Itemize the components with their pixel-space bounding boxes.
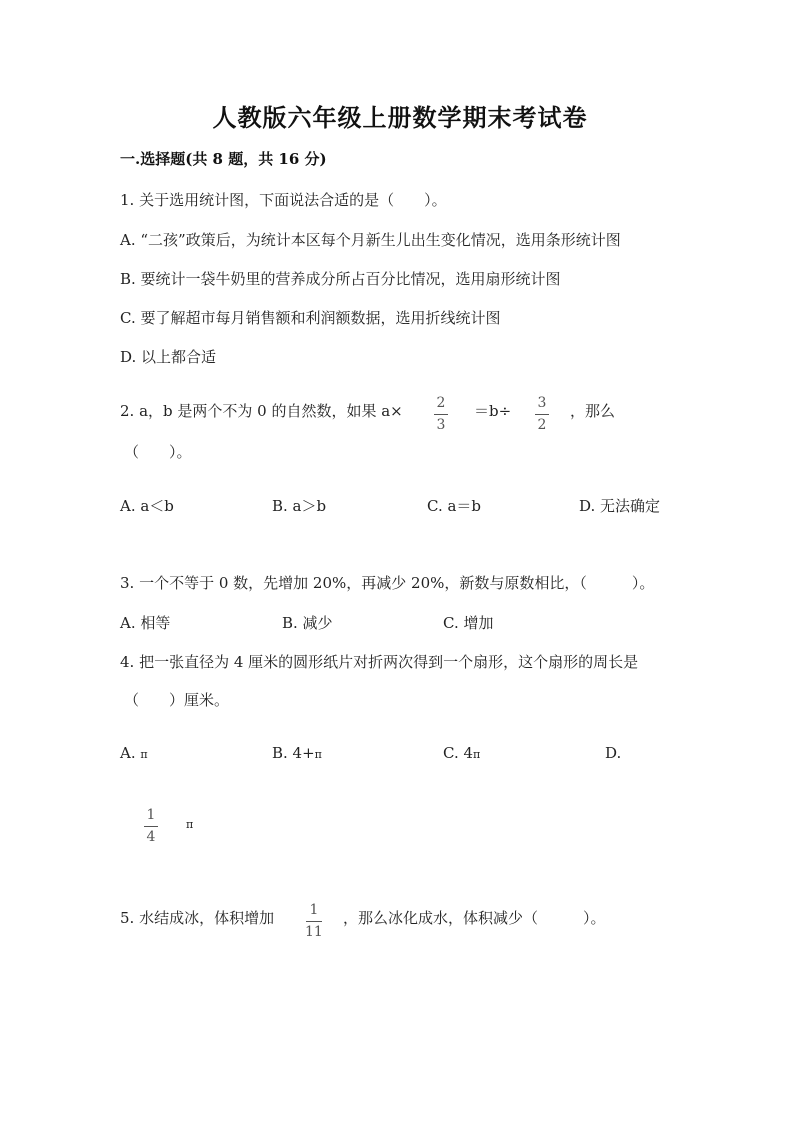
fraction-denominator: 4 [146,829,156,845]
question-2-option-d: D. 无法确定 [579,497,661,515]
pi-symbol: π [473,748,481,761]
question-2-stem-part1: 2. a，b 是两个不为 0 的自然数，如果 a× [120,402,403,420]
section-heading: 一.选择题(共 8 题，共 16 分) [120,150,327,168]
question-4-option-d-label: D. [605,744,622,762]
question-5-fraction [305,903,323,939]
question-2-answer-blank: （ ）。 [124,443,192,461]
question-5-stem-part1: 5. 水结成冰，体积增加 [120,909,275,927]
fraction-bar [144,826,158,827]
fraction-bar [535,414,549,415]
question-1-option-c: C. 要了解超市每月销售额和利润额数据，选用折线统计图 [120,309,501,327]
option-label: C. 4 [443,744,474,762]
question-1-option-b: B. 要统计一袋牛奶里的营养成分所占百分比情况，选用扇形统计图 [120,270,561,288]
question-2-option-a: A. a＜b [120,497,174,515]
question-2-stem-part3: ，那么 [570,402,616,420]
pi-symbol: π [314,748,322,761]
fraction-numerator: 1 [146,807,156,823]
option-label: B. 4+ [272,744,315,762]
fraction-denominator: 2 [537,417,547,433]
fraction-denominator: 3 [436,417,446,433]
question-2-option-c: C. a＝b [427,497,482,515]
question-1-stem: 1. 关于选用统计图，下面说法合适的是（ ）。 [120,191,447,209]
question-2-option-b: B. a＞b [272,497,327,515]
fraction-numerator: 1 [309,902,319,918]
fraction-bar [306,921,322,922]
fraction-denominator: 11 [305,924,323,940]
question-3-option-c: C. 增加 [443,614,494,632]
question-4-option-b [272,744,322,762]
question-4-stem-line2: （ ）厘米。 [124,691,230,709]
question-4-stem-line1: 4. 把一张直径为 4 厘米的圆形纸片对折两次得到一个扇形，这个扇形的周长是 [120,653,639,671]
question-4-option-a [120,744,148,762]
fraction-numerator: 2 [436,395,446,411]
question-3-stem: 3. 一个不等于 0 数，先增加 20%，再减少 20%，新数与原数相比，（ ）。 [120,574,655,592]
fraction-bar [434,414,448,415]
question-4-option-d-pi: π [186,818,194,831]
question-2-fraction-2 [535,396,549,432]
question-3-option-a: A. 相等 [120,614,171,632]
question-5-stem-part2: ，那么冰化成水，体积减少（ ）。 [343,909,606,927]
option-label: A. [120,744,136,762]
question-4-option-d-fraction [144,808,158,844]
fraction-numerator: 3 [537,395,547,411]
question-4-option-c [443,744,480,762]
pi-symbol: π [140,748,148,761]
page-title: 人教版六年级上册数学期末考试卷 [212,103,588,132]
question-2-stem-part2: ＝b÷ [474,402,512,420]
question-1-option-a: A. “二孩”政策后，为统计本区每个月新生儿出生变化情况，选用条形统计图 [120,231,621,249]
question-3-option-b: B. 减少 [282,614,333,632]
question-2-fraction-1 [434,396,448,432]
question-1-option-d: D. 以上都合适 [120,348,217,366]
